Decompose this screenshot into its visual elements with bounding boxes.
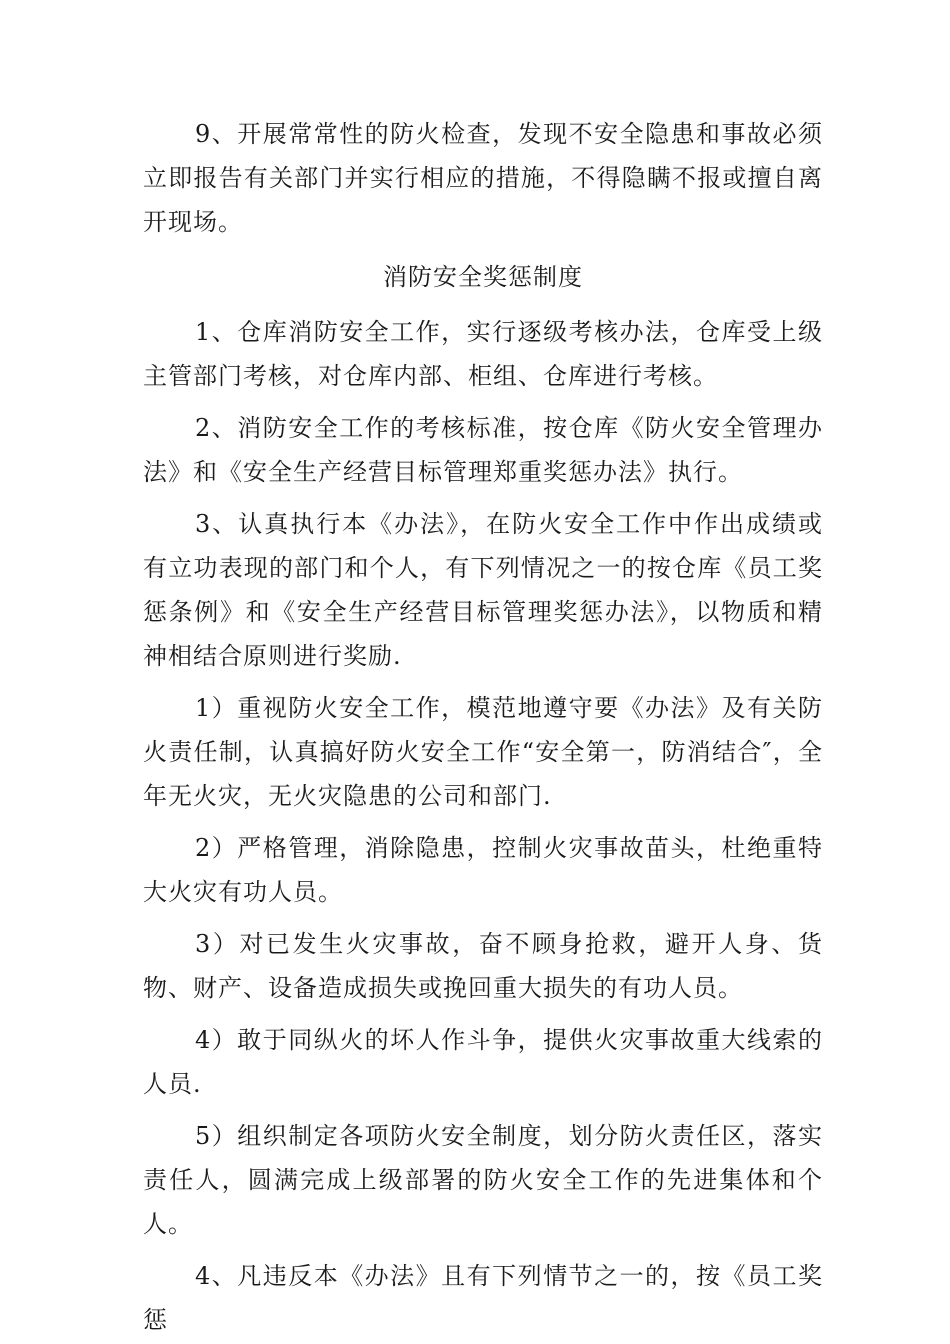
spacer (143, 914, 823, 922)
spacer (143, 1010, 823, 1018)
spacer (143, 818, 823, 826)
spacer (143, 302, 823, 310)
paragraph-rule-1: 1、仓库消防安全工作，实行逐级考核办法，仓库受上级主管部门考核，对仓库内部、柜组、仓库进行考核。 (143, 318, 823, 390)
paragraph-subitem-4: 4）敢于同纵火的坏人作斗争，提供火灾事故重大线索的人员. (143, 1026, 823, 1098)
paragraph-subitem-5: 5）组织制定各项防火安全制度，划分防火责任区，落实责任人，圆满完成上级部署的防火安全工作的先进集体和个人。 (143, 1122, 823, 1238)
paragraph-rule-4: 4、凡违反本《办法》且有下列情节之一的，按《员工奖惩 (143, 1262, 823, 1334)
spacer (143, 1246, 823, 1254)
paragraph-subitem-1: 1）重视防火安全工作，模范地遵守要《办法》及有关防火责任制，认真搞好防火安全工作“安全第一，防消结合″，全年无火灾，无火灾隐患的公司和部门. (143, 694, 823, 810)
spacer (143, 678, 823, 686)
paragraph-rule-3: 3、认真执行本《办法》，在防火安全工作中作出成绩或有立功表现的部门和个人，有下列情况之一的按仓库《员工奖惩条例》和《安全生产经营目标管理奖惩办法》，以物质和精神相结合原则进行奖励. (143, 510, 823, 670)
spacer (143, 244, 823, 252)
paragraph-subitem-3: 3）对已发生火灾事故，奋不顾身抢救，避开人身、货物、财产、设备造成损失或挽回重大损失的有功人员。 (143, 930, 823, 1002)
section-title: 消防安全奖惩制度 (383, 263, 583, 291)
spacer (143, 398, 823, 406)
document-body (143, 112, 823, 1342)
paragraph-rule-2: 2、消防安全工作的考核标准，按仓库《防火安全管理办法》和《安全生产经营目标管理郑重奖惩办法》执行。 (143, 414, 823, 486)
spacer (143, 1106, 823, 1114)
paragraph-subitem-2: 2）严格管理，消除隐患，控制火灾事故苗头，杜绝重特大火灾有功人员。 (143, 834, 823, 906)
paragraph-item-9: 9、开展常常性的防火检查，发现不安全隐患和事故必须立即报告有关部门并实行相应的措施，不得隐瞒不报或擅自离开现场。 (143, 120, 823, 236)
spacer (143, 494, 823, 502)
